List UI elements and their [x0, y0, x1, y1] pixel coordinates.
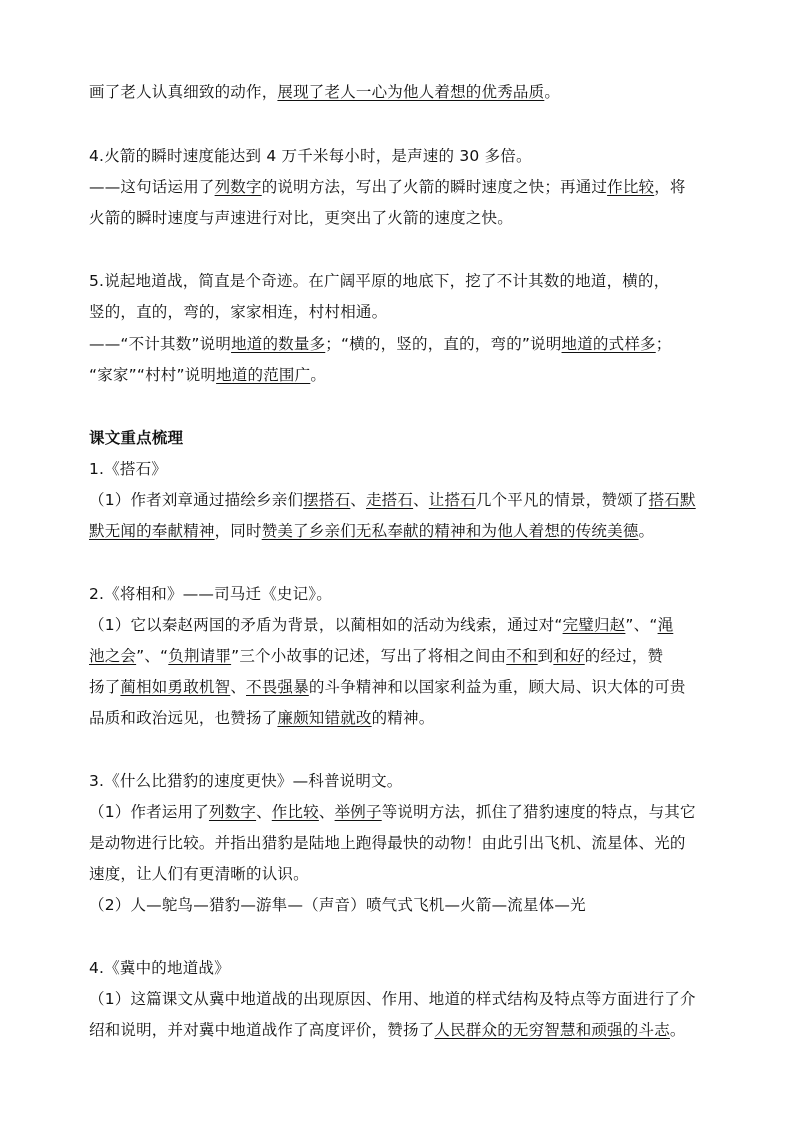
text-line	[89, 771, 403, 791]
text-segment: ；“横的，竖的，直的，弯的”说明	[325, 335, 562, 353]
underlined-phrase: 地道的范围广	[216, 366, 311, 384]
text-segment: 竖的，直的，弯的，家家相连，村村相通。	[89, 303, 388, 321]
underlined-phrase: 走搭石	[365, 491, 414, 509]
text-segment: 扬了	[89, 678, 121, 696]
text-line	[89, 895, 586, 915]
text-line	[89, 208, 513, 228]
text-segment: 、	[413, 491, 429, 509]
text-line	[89, 677, 686, 697]
text-segment: 1.《搭石》	[89, 460, 167, 478]
text-segment: 。	[669, 1021, 686, 1039]
underlined-phrase: 地道的数量多	[231, 335, 326, 353]
text-segment: 、	[256, 803, 272, 821]
text-segment: ”、“	[625, 616, 658, 634]
underlined-phrase: 渑	[657, 616, 674, 634]
underlined-phrase: 作比较	[607, 178, 655, 196]
text-line	[89, 177, 686, 197]
text-segment: 5.说起地道战，简直是个奇迹。在广阔平原的地底下，挖了不计其数的地道，横的，	[89, 272, 670, 290]
text-segment: 速度，让人们有更清晰的认识。	[89, 865, 309, 883]
text-segment: ”三个小故事的记述，写出了将相之间由	[231, 647, 507, 665]
text-segment: 。	[310, 366, 327, 384]
text-segment: 到	[537, 647, 554, 665]
text-segment: 4.《冀中的地道战》	[89, 959, 230, 977]
text-line	[89, 958, 230, 978]
text-segment: 几个平凡的情景，赞颂了	[475, 491, 649, 509]
text-segment: 的经过，赞	[584, 647, 664, 665]
text-segment: 。	[638, 522, 655, 540]
text-segment: “家家”“村村”说明	[89, 366, 217, 384]
text-segment: （1）这篇课文从冀中地道战的出现原因、作用、地道的样式结构及特点等方面进行了介	[89, 990, 696, 1008]
text-segment: ，同时	[214, 522, 262, 540]
text-segment: 3.《什么比猎豹的速度更快》—科普说明文。	[89, 772, 403, 790]
underlined-phrase: 不和	[506, 647, 538, 665]
text-segment: 4.火箭的瞬时速度能达到 4 万千米每小时，是声速的 30 多倍。	[89, 147, 532, 165]
text-line	[89, 615, 673, 635]
text-segment: 是动物进行比较。并指出猎豹是陆地上跑得最快的动物！由此引出飞机、流星体、光的	[89, 834, 686, 852]
text-line	[89, 521, 654, 541]
text-segment: ；	[655, 335, 672, 353]
text-segment: 课文重点梳理	[89, 429, 184, 447]
text-line	[89, 802, 696, 822]
text-segment: ，将	[654, 178, 686, 196]
underlined-phrase: 举例子	[334, 803, 382, 821]
underlined-phrase: 默无闻的奉献精神	[89, 522, 215, 540]
text-segment: 的精神。	[371, 709, 435, 727]
underlined-phrase: 和好	[553, 647, 585, 665]
underlined-phrase: 负荆请罪	[168, 647, 232, 665]
underlined-phrase: 让搭石	[428, 491, 476, 509]
text-segment: （1）它以秦赵两国的矛盾为背景，以蔺相如的活动为线索，通过对“	[89, 616, 563, 634]
text-line	[89, 365, 326, 385]
text-line	[89, 833, 686, 853]
text-segment: ”、“	[136, 647, 169, 665]
underlined-phrase: 廉颇知错就改	[277, 709, 372, 727]
section-heading	[89, 428, 183, 448]
text-segment: 、	[350, 491, 366, 509]
text-segment: 。	[544, 83, 561, 101]
text-segment: 绍和说明，并对冀中地道战作了高度评价，赞扬了	[89, 1021, 435, 1039]
text-line	[89, 708, 434, 728]
text-segment: 、	[318, 803, 335, 821]
text-line	[89, 271, 669, 291]
text-segment: 画了老人认真细致的动作，	[89, 83, 278, 101]
text-line	[89, 864, 309, 884]
underlined-phrase: 展现了老人一心为他人着想的优秀品质	[277, 83, 545, 101]
text-line	[89, 490, 696, 510]
underlined-phrase: 人民群众的无穷智慧和顽强的斗志	[434, 1021, 670, 1039]
underlined-phrase: 不畏强暴	[246, 678, 309, 696]
underlined-phrase: 列数字	[214, 178, 262, 196]
underlined-phrase: 列数字	[208, 803, 257, 821]
text-line	[89, 1020, 686, 1040]
text-line	[89, 302, 387, 322]
underlined-phrase: 赞美了乡亲们无私奉献的精神和为他人着想的传统美德	[261, 522, 639, 540]
text-segment: ——“不计其数”说明	[89, 335, 232, 353]
text-segment: 2.《将相和》——司马迁《史记》。	[89, 585, 332, 603]
text-line	[89, 334, 671, 354]
underlined-phrase: 池之会	[89, 647, 137, 665]
underlined-phrase: 蔺相如勇敢机智	[120, 678, 231, 696]
underlined-phrase: 地道的式样多	[561, 335, 656, 353]
text-segment: 等说明方法，抓住了猎豹速度的特点，与其它	[381, 803, 696, 821]
underlined-phrase: 摆搭石	[303, 491, 351, 509]
text-line	[89, 82, 560, 102]
text-segment: （1）作者运用了	[89, 803, 209, 821]
text-line	[89, 459, 167, 479]
underlined-phrase: 搭石默	[648, 491, 696, 509]
text-segment: 的斗争精神和以国家利益为重，顾大局、识大体的可贵	[308, 678, 686, 696]
text-segment: （2）人—鸵鸟—猎豹—游隼—（声音）喷气式飞机—火箭—流星体—光	[89, 896, 586, 914]
text-line	[89, 146, 532, 166]
underlined-phrase: 完璧归赵	[562, 616, 626, 634]
text-line	[89, 646, 663, 666]
text-segment: （1）作者刘章通过描绘乡亲们	[89, 491, 304, 509]
text-line	[89, 584, 332, 604]
text-segment: 的说明方法，写出了火箭的瞬时速度之快；再通过	[261, 178, 608, 196]
text-line	[89, 989, 696, 1009]
text-segment: 火箭的瞬时速度与声速进行对比，更突出了火箭的速度之快。	[89, 209, 513, 227]
text-segment: 品质和政治远见，也赞扬了	[89, 709, 278, 727]
text-segment: 、	[230, 678, 247, 696]
text-segment: ——这句话运用了	[89, 178, 215, 196]
underlined-phrase: 作比较	[271, 803, 319, 821]
